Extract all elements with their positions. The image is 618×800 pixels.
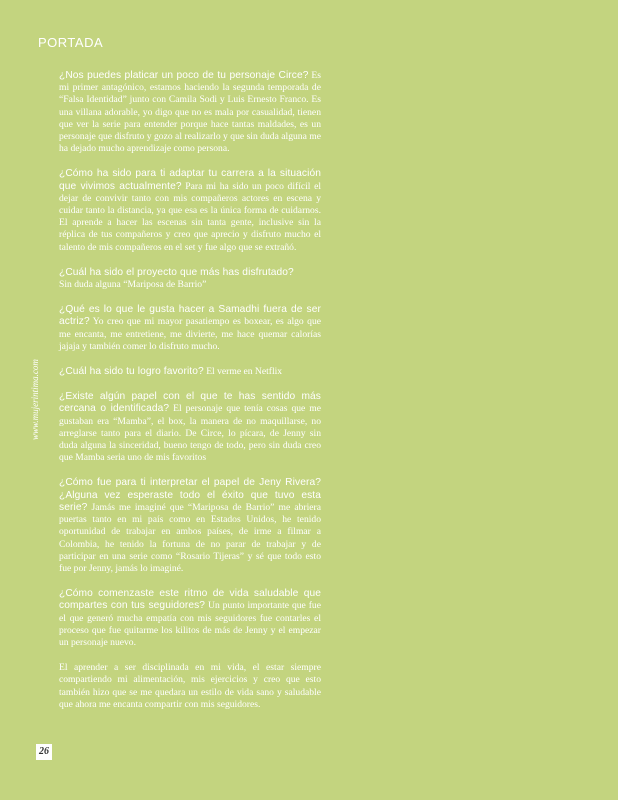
section-label: PORTADA (38, 35, 104, 50)
qa-block-4 (59, 304, 321, 353)
answer-text: Para mi ha sido un poco difícil el dejar de convivir tanto con mis compañeros actores en escena y cuidar tanto la distancia, ya que esa es la única forma de cuidarnos. El aprende a hacer las escenas sin tanta gente, inclusive sin la réplica de tus compañeros y creo que aprecio y disfruto mucho el talento de mis compañeros en el set y fue algo que se extrañó. (59, 180, 322, 253)
qa-block-1 (59, 70, 321, 155)
question-text: ¿Cuál ha sido el proyecto que más has disfrutado? (59, 266, 294, 278)
answer-text: Es mi primer antagónico, estamos haciendo la segunda temporada de “Falsa Identidad” junto con Camila Sodi y Luis Ernesto Franco. Es una villana adorable, yo digo que no es mala por casualidad, tienen que ver la serie para entender porque hace tantas maldades, es un personaje que disfruto y gozo al realizarlo y que sin duda alguna me ha dejado mucho aprendizaje como persona. (59, 70, 321, 155)
answer-text: Yo creo que mi mayor pasatiempo es boxear, es algo que me encanta, me entretiene, me divierte, me hace quemar calorías jajaja y también comer lo disfruto mucho. (59, 316, 322, 352)
question-text: ¿Cuál ha sido tu logro favorito? (59, 366, 204, 378)
answer-text: El verme en Netflix (206, 366, 283, 378)
question-text: ¿Existe algún papel con el que te has sentido más cercana o identificada? (59, 391, 321, 415)
answer-text: Jamás me imaginé que “Mariposa de Barrio” me abriera puertas tanto en mi país como en Estados Unidos, he tenido oportunidad de trabajar en ambos países, de irme a filmar a Colombia, he tenido la fortuna de no parar de trabajar y de participar en una serie como “Rosario Tijeras” y sé que todo esto fue por Jenny, jamás lo imaginé. (59, 501, 321, 574)
question-text: ¿Nos puedes platicar un poco de tu personaje Circe? (59, 70, 309, 81)
article-body (59, 70, 321, 724)
side-website-url: www.mujerintima.com (30, 359, 40, 440)
qa-block-2 (59, 168, 321, 253)
qa-block-3 (59, 267, 321, 291)
qa-block-6 (59, 391, 321, 464)
qa-block-8 (59, 588, 321, 649)
question-text: ¿Cómo comenzaste este ritmo de vida saludable que compartes con tus seguidores? (59, 588, 321, 612)
question-text: ¿Cómo fue para ti interpretar el papel de Jeny Rivera? ¿Alguna vez esperaste todo el éxito que tuvo esta serie? (59, 477, 321, 513)
qa-block-7 (59, 477, 321, 575)
answer-text: Un punto importante que fue el que generó mucha empatía con mis seguidores fue contarles el proceso que fue quitarme los kilitos de más de Jenny y el empezar un personaje nuevo. (59, 600, 321, 648)
closing-paragraph: El aprender a ser disciplinada en mi vida, el estar siempre compartiendo mi alimentación, mis ejercicios y creo que esto también hizo que se me quedara un estilo de vida sano y saludable que ahora me encanta compartir con mis seguidores. (59, 662, 321, 710)
qa-block-5 (59, 366, 321, 378)
answer-text: El personaje que tenía cosas que me gustaban era “Mamba”, el box, la manera de no maquillarse, no arreglarse tanto para el diario. De Circe, lo pícara, de Jenny sin duda alguna la sinceridad, bueno tengo de todo, pero sin duda creo que Mamba seria uno de mis favoritos (59, 403, 321, 464)
question-text: ¿Cómo ha sido para ti adaptar tu carrera a la situación que vivimos actualmente? (59, 168, 321, 192)
question-text: ¿Qué es lo que le gusta hacer a Samadhi fuera de ser actriz? (59, 304, 321, 328)
page-number: 26 (36, 744, 52, 760)
answer-text: Sin duda alguna “Mariposa de Barrio” (59, 279, 207, 291)
